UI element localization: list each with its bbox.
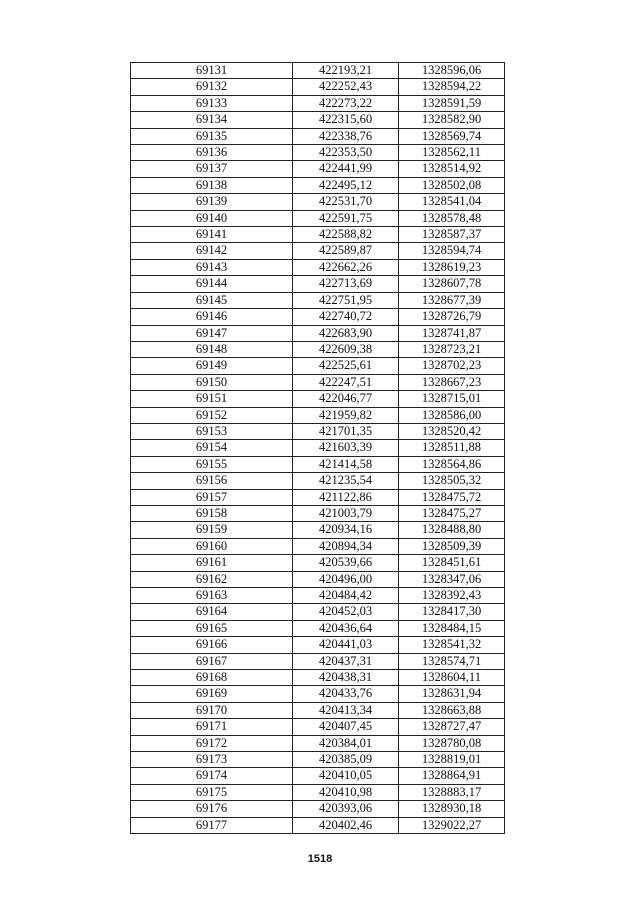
table-row <box>131 620 505 636</box>
x-coordinate-cell: 422247,51 <box>293 374 399 390</box>
x-coordinate-cell: 421235,54 <box>293 473 399 489</box>
table-row <box>131 309 505 325</box>
table-row <box>131 358 505 374</box>
point-id-cell: 69158 <box>131 505 293 521</box>
table-row <box>131 194 505 210</box>
table-row <box>131 702 505 718</box>
x-coordinate-cell: 422531,70 <box>293 194 399 210</box>
x-coordinate-cell: 420441,03 <box>293 637 399 653</box>
y-coordinate-cell: 1328604,11 <box>399 670 505 686</box>
point-id-cell: 69149 <box>131 358 293 374</box>
y-coordinate-cell: 1328520,42 <box>399 423 505 439</box>
x-coordinate-cell: 420539,66 <box>293 555 399 571</box>
point-id-cell: 69141 <box>131 227 293 243</box>
point-id-cell: 69148 <box>131 341 293 357</box>
x-coordinate-cell: 420402,46 <box>293 817 399 833</box>
x-coordinate-cell: 421414,58 <box>293 456 399 472</box>
y-coordinate-cell: 1328511,88 <box>399 440 505 456</box>
table-row <box>131 686 505 702</box>
table-row <box>131 768 505 784</box>
point-id-cell: 69140 <box>131 210 293 226</box>
table-row <box>131 374 505 390</box>
y-coordinate-cell: 1328347,06 <box>399 571 505 587</box>
point-id-cell: 69173 <box>131 752 293 768</box>
point-id-cell: 69154 <box>131 440 293 456</box>
table-row <box>131 489 505 505</box>
y-coordinate-cell: 1328541,32 <box>399 637 505 653</box>
x-coordinate-cell: 420438,31 <box>293 670 399 686</box>
x-coordinate-cell: 422683,90 <box>293 325 399 341</box>
x-coordinate-cell: 420437,31 <box>293 653 399 669</box>
y-coordinate-cell: 1328586,00 <box>399 407 505 423</box>
point-id-cell: 69159 <box>131 522 293 538</box>
x-coordinate-cell: 422441,99 <box>293 161 399 177</box>
y-coordinate-cell: 1329022,27 <box>399 817 505 833</box>
y-coordinate-cell: 1328780,08 <box>399 735 505 751</box>
x-coordinate-cell: 421959,82 <box>293 407 399 423</box>
y-coordinate-cell: 1328574,71 <box>399 653 505 669</box>
table-row <box>131 391 505 407</box>
table-row <box>131 128 505 144</box>
y-coordinate-cell: 1328819,01 <box>399 752 505 768</box>
x-coordinate-cell: 421003,79 <box>293 505 399 521</box>
point-id-cell: 69164 <box>131 604 293 620</box>
table-row <box>131 588 505 604</box>
point-id-cell: 69139 <box>131 194 293 210</box>
table-row <box>131 719 505 735</box>
y-coordinate-cell: 1328702,23 <box>399 358 505 374</box>
x-coordinate-cell: 422525,61 <box>293 358 399 374</box>
y-coordinate-cell: 1328475,72 <box>399 489 505 505</box>
x-coordinate-cell: 422193,21 <box>293 63 399 79</box>
x-coordinate-cell: 422338,76 <box>293 128 399 144</box>
x-coordinate-cell: 420384,01 <box>293 735 399 751</box>
page-number: 1518 <box>307 853 333 865</box>
table-row <box>131 210 505 226</box>
table-row <box>131 407 505 423</box>
point-id-cell: 69172 <box>131 735 293 751</box>
y-coordinate-cell: 1328541,04 <box>399 194 505 210</box>
x-coordinate-cell: 422252,43 <box>293 79 399 95</box>
point-id-cell: 69152 <box>131 407 293 423</box>
y-coordinate-cell: 1328594,74 <box>399 243 505 259</box>
point-id-cell: 69169 <box>131 686 293 702</box>
y-coordinate-cell: 1328509,39 <box>399 538 505 554</box>
point-id-cell: 69131 <box>131 63 293 79</box>
point-id-cell: 69167 <box>131 653 293 669</box>
x-coordinate-cell: 420393,06 <box>293 801 399 817</box>
point-id-cell: 69168 <box>131 670 293 686</box>
point-id-cell: 69170 <box>131 702 293 718</box>
y-coordinate-cell: 1328502,08 <box>399 177 505 193</box>
table-row <box>131 259 505 275</box>
point-id-cell: 69142 <box>131 243 293 259</box>
point-id-cell: 69165 <box>131 620 293 636</box>
x-coordinate-cell: 422588,82 <box>293 227 399 243</box>
x-coordinate-cell: 422495,12 <box>293 177 399 193</box>
y-coordinate-cell: 1328505,32 <box>399 473 505 489</box>
y-coordinate-cell: 1328475,27 <box>399 505 505 521</box>
table-row <box>131 243 505 259</box>
point-id-cell: 69134 <box>131 112 293 128</box>
x-coordinate-cell: 422353,50 <box>293 145 399 161</box>
table-row <box>131 604 505 620</box>
point-id-cell: 69153 <box>131 423 293 439</box>
point-id-cell: 69161 <box>131 555 293 571</box>
point-id-cell: 69138 <box>131 177 293 193</box>
y-coordinate-cell: 1328726,79 <box>399 309 505 325</box>
y-coordinate-cell: 1328741,87 <box>399 325 505 341</box>
x-coordinate-cell: 420484,42 <box>293 588 399 604</box>
x-coordinate-cell: 420934,16 <box>293 522 399 538</box>
y-coordinate-cell: 1328488,80 <box>399 522 505 538</box>
table-row <box>131 752 505 768</box>
y-coordinate-cell: 1328451,61 <box>399 555 505 571</box>
x-coordinate-cell: 421701,35 <box>293 423 399 439</box>
x-coordinate-cell: 422591,75 <box>293 210 399 226</box>
point-id-cell: 69160 <box>131 538 293 554</box>
table-row <box>131 505 505 521</box>
y-coordinate-cell: 1328569,74 <box>399 128 505 144</box>
x-coordinate-cell: 420496,00 <box>293 571 399 587</box>
y-coordinate-cell: 1328883,17 <box>399 784 505 800</box>
y-coordinate-cell: 1328930,18 <box>399 801 505 817</box>
x-coordinate-cell: 421122,86 <box>293 489 399 505</box>
coordinates-table-body <box>131 63 505 834</box>
point-id-cell: 69150 <box>131 374 293 390</box>
table-row <box>131 112 505 128</box>
table-row <box>131 456 505 472</box>
x-coordinate-cell: 420436,64 <box>293 620 399 636</box>
point-id-cell: 69137 <box>131 161 293 177</box>
coordinates-table <box>130 62 505 834</box>
table-row <box>131 801 505 817</box>
point-id-cell: 69151 <box>131 391 293 407</box>
y-coordinate-cell: 1328564,86 <box>399 456 505 472</box>
y-coordinate-cell: 1328667,23 <box>399 374 505 390</box>
table-row <box>131 735 505 751</box>
table-row <box>131 637 505 653</box>
point-id-cell: 69177 <box>131 817 293 833</box>
point-id-cell: 69175 <box>131 784 293 800</box>
x-coordinate-cell: 422589,87 <box>293 243 399 259</box>
y-coordinate-cell: 1328727,47 <box>399 719 505 735</box>
table-row <box>131 555 505 571</box>
table-row <box>131 817 505 833</box>
table-row <box>131 79 505 95</box>
table-row <box>131 325 505 341</box>
point-id-cell: 69163 <box>131 588 293 604</box>
y-coordinate-cell: 1328723,21 <box>399 341 505 357</box>
y-coordinate-cell: 1328715,01 <box>399 391 505 407</box>
y-coordinate-cell: 1328587,37 <box>399 227 505 243</box>
y-coordinate-cell: 1328607,78 <box>399 276 505 292</box>
x-coordinate-cell: 420385,09 <box>293 752 399 768</box>
point-id-cell: 69147 <box>131 325 293 341</box>
point-id-cell: 69176 <box>131 801 293 817</box>
table-row <box>131 161 505 177</box>
point-id-cell: 69135 <box>131 128 293 144</box>
point-id-cell: 69155 <box>131 456 293 472</box>
point-id-cell: 69136 <box>131 145 293 161</box>
table-row <box>131 63 505 79</box>
x-coordinate-cell: 420894,34 <box>293 538 399 554</box>
y-coordinate-cell: 1328596,06 <box>399 63 505 79</box>
x-coordinate-cell: 420413,34 <box>293 702 399 718</box>
x-coordinate-cell: 422609,38 <box>293 341 399 357</box>
point-id-cell: 69174 <box>131 768 293 784</box>
y-coordinate-cell: 1328578,48 <box>399 210 505 226</box>
x-coordinate-cell: 422046,77 <box>293 391 399 407</box>
point-id-cell: 69171 <box>131 719 293 735</box>
y-coordinate-cell: 1328594,22 <box>399 79 505 95</box>
table-row <box>131 341 505 357</box>
y-coordinate-cell: 1328591,59 <box>399 95 505 111</box>
table-row <box>131 423 505 439</box>
y-coordinate-cell: 1328484,15 <box>399 620 505 636</box>
table-row <box>131 440 505 456</box>
table-row <box>131 276 505 292</box>
x-coordinate-cell: 420410,05 <box>293 768 399 784</box>
x-coordinate-cell: 422315,60 <box>293 112 399 128</box>
x-coordinate-cell: 420407,45 <box>293 719 399 735</box>
table-row <box>131 227 505 243</box>
table-row <box>131 653 505 669</box>
table-row <box>131 670 505 686</box>
table-row <box>131 292 505 308</box>
y-coordinate-cell: 1328392,43 <box>399 588 505 604</box>
y-coordinate-cell: 1328417,30 <box>399 604 505 620</box>
y-coordinate-cell: 1328562,11 <box>399 145 505 161</box>
point-id-cell: 69143 <box>131 259 293 275</box>
y-coordinate-cell: 1328514,92 <box>399 161 505 177</box>
table-row <box>131 538 505 554</box>
x-coordinate-cell: 420452,03 <box>293 604 399 620</box>
x-coordinate-cell: 422751,95 <box>293 292 399 308</box>
table-row <box>131 473 505 489</box>
table-row <box>131 784 505 800</box>
y-coordinate-cell: 1328582,90 <box>399 112 505 128</box>
point-id-cell: 69145 <box>131 292 293 308</box>
point-id-cell: 69156 <box>131 473 293 489</box>
x-coordinate-cell: 420433,76 <box>293 686 399 702</box>
y-coordinate-cell: 1328663,88 <box>399 702 505 718</box>
x-coordinate-cell: 421603,39 <box>293 440 399 456</box>
y-coordinate-cell: 1328864,91 <box>399 768 505 784</box>
table-row <box>131 177 505 193</box>
y-coordinate-cell: 1328631,94 <box>399 686 505 702</box>
x-coordinate-cell: 422713,69 <box>293 276 399 292</box>
point-id-cell: 69144 <box>131 276 293 292</box>
point-id-cell: 69166 <box>131 637 293 653</box>
point-id-cell: 69157 <box>131 489 293 505</box>
y-coordinate-cell: 1328619,23 <box>399 259 505 275</box>
table-row <box>131 522 505 538</box>
x-coordinate-cell: 420410,98 <box>293 784 399 800</box>
table-row <box>131 95 505 111</box>
point-id-cell: 69146 <box>131 309 293 325</box>
table-row <box>131 145 505 161</box>
x-coordinate-cell: 422662,26 <box>293 259 399 275</box>
point-id-cell: 69162 <box>131 571 293 587</box>
x-coordinate-cell: 422273,22 <box>293 95 399 111</box>
x-coordinate-cell: 422740,72 <box>293 309 399 325</box>
point-id-cell: 69132 <box>131 79 293 95</box>
y-coordinate-cell: 1328677,39 <box>399 292 505 308</box>
table-row <box>131 571 505 587</box>
point-id-cell: 69133 <box>131 95 293 111</box>
